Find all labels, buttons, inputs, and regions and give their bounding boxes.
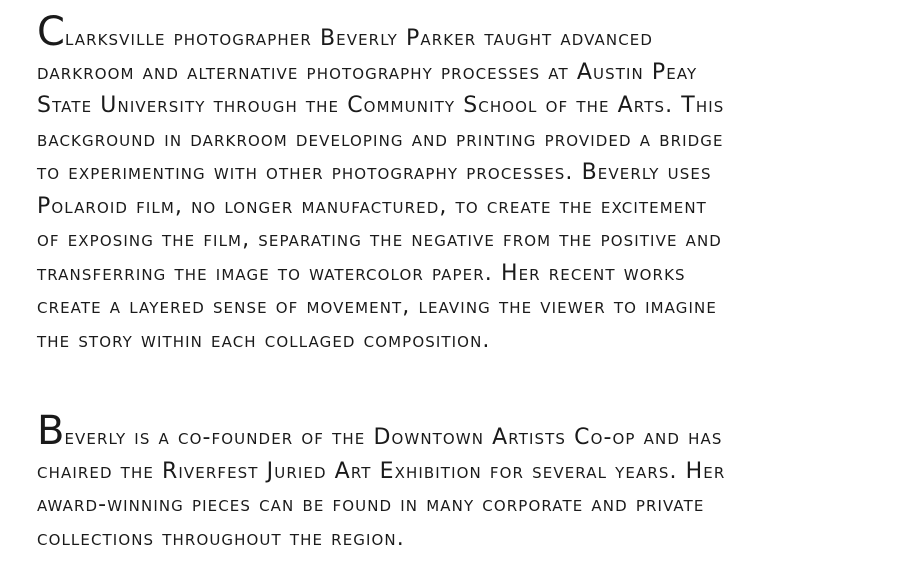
paragraph-1-line-6: Polaroid film, no longer manufactured, to create the excitement bbox=[37, 193, 707, 219]
paragraph-1-line-3: State University through the Community School of the Arts. This bbox=[37, 93, 725, 118]
paragraph-1-line-9: create a layered sense of movement, leaving the viewer to imagine bbox=[37, 294, 717, 319]
paragraph-1-line-8: transferring the image to watercolor paper. Her recent works bbox=[37, 260, 686, 286]
paragraph-1-line-10: the story within each collaged composition. bbox=[37, 327, 491, 353]
paragraph-2-line-3: award-winning pieces can be found in many corporate and private bbox=[37, 492, 705, 517]
paragraph-1-line-5: to experimenting with other photography processes. Beverly uses bbox=[37, 160, 712, 185]
paragraph-1-first-line-text: larksville photographer Beverly Parker taught advanced bbox=[64, 26, 654, 51]
biography-document bbox=[37, 9, 877, 555]
paragraph-2-line-2: chaired the Riverfest Juried Art Exhibition for several years. Her bbox=[37, 458, 726, 484]
biography-paragraph-1 bbox=[37, 9, 877, 357]
paragraph-1-line-7: of exposing the film, separating the negative from the positive and bbox=[37, 227, 722, 252]
paragraph-1-line-4: background in darkroom developing and printing provided a bridge bbox=[37, 126, 724, 152]
paragraph-1-line-1 bbox=[37, 9, 877, 56]
paragraph-2-line-4: collections throughout the region. bbox=[37, 525, 405, 551]
biography-paragraph-2 bbox=[37, 408, 877, 555]
paragraph-1-drop-cap: C bbox=[37, 9, 65, 55]
paragraph-2-first-line-text: everly is a co-founder of the Downtown Artists Co-op and has bbox=[64, 425, 723, 450]
paragraph-1-line-2: darkroom and alternative photography processes at Austin Peay bbox=[37, 59, 698, 85]
paragraph-2-line-1 bbox=[37, 408, 877, 455]
paragraph-2-drop-cap: B bbox=[37, 408, 65, 454]
